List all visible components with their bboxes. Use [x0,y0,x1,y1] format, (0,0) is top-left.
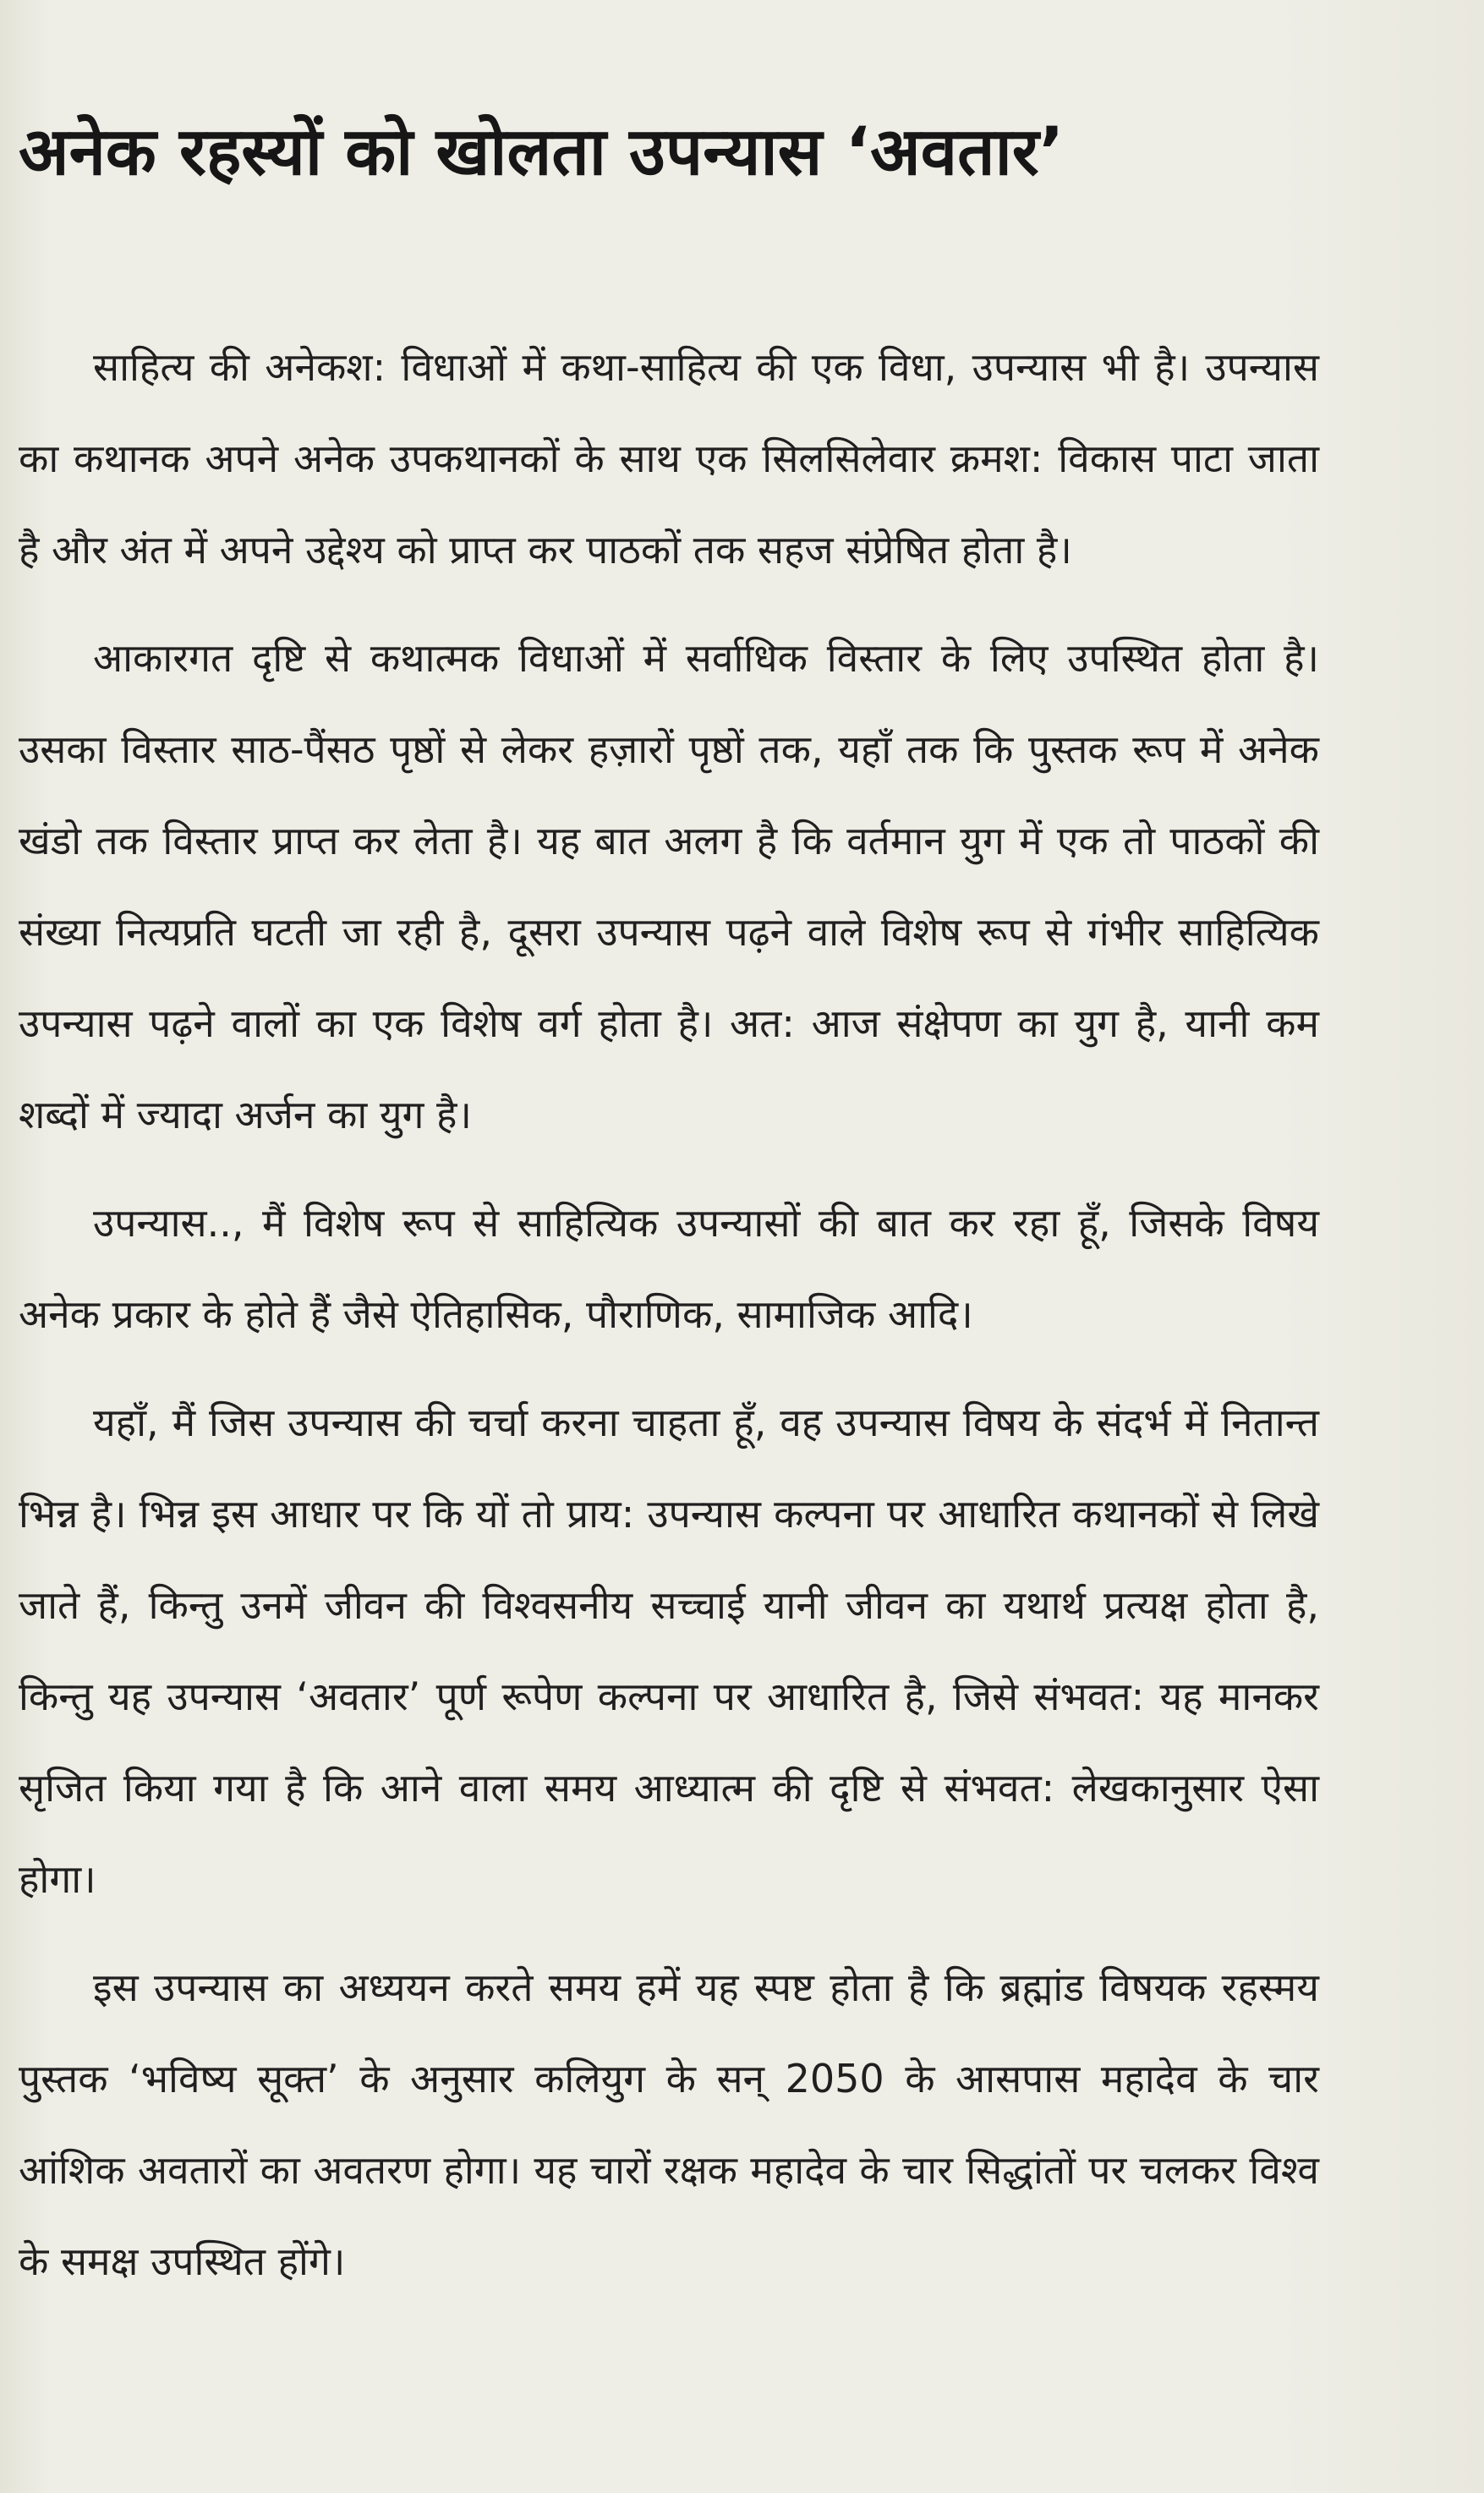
paragraph-1: साहित्य की अनेकश: विधाओं में कथा-साहित्य की एक विधा, उपन्यास भी है। उपन्यास का कथानक अपने अनेक उपकथानकों के साथ एक सिलसिलेवार क्रमश: विकास पाटा जाता है और अंत में अपने उद्देश्य को प्राप्त कर पाठकों तक सहज संप्रेषित होता है। [19,344,1319,573]
paragraph-2: आकारगत दृष्टि से कथात्मक विधाओं में सर्वाधिक विस्तार के लिए उपस्थित होता है। उसका विस्तार साठ-पैंसठ पृष्ठों से लेकर हज़ारों पृष्ठों तक, यहाँ तक कि पुस्तक रूप में अनेक खंडो तक विस्तार प्राप्त कर लेता है। यह बात अलग है कि वर्तमान युग में एक तो पाठकों की संख्या नित्यप्रति घटती जा रही है, दूसरा उपन्यास पढ़ने वाले विशेष रूप से गंभीर साहित्यिक उपन्यास पढ़ने वालों का एक विशेष वर्ग होता है। अत: आज संक्षेपण का युग है, यानी कम शब्दों में ज्यादा अर्जन का युग है। [19,635,1319,1137]
chapter-title: अनेक रहस्यों को खोलता उपन्यास ‘अवतार’ [19,114,1065,190]
paragraph-4: यहाँ, मैं जिस उपन्यास की चर्चा करना चाहता हूँ, वह उपन्यास विषय के संदर्भ में नितान्त भिन्न है। भिन्न इस आधार पर कि यों तो प्राय: उपन्यास कल्पना पर आधारित कथानकों से लिखे जाते हैं, किन्तु उनमें जीवन की विश्वसनीय सच्चाई यानी जीवन का यथार्थ प्रत्यक्ष होता है, किन्तु यह उपन्यास ‘अवतार’ पूर्ण रूपेण कल्पना पर आधारित है, जिसे संभवत: यह मानकर सृजित किया गया है कि आने वाला समय आध्यात्म की दृष्टि से संभवत: लेखकानुसार ऐसा होगा। [19,1400,1319,1902]
body-text [19,321,1319,2307]
paragraph-3: उपन्यास.., मैं विशेष रूप से साहित्यिक उपन्यासों की बात कर रहा हूँ, जिसके विषय अनेक प्रकार के होते हैं जैसे ऐतिहासिक, पौराणिक, सामाजिक आदि। [19,1200,1319,1337]
paragraph-5: इस उपन्यास का अध्ययन करते समय हमें यह स्पष्ट होता है कि ब्रह्मांड विषयक रहस्मय पुस्तक ‘भविष्य सूक्त’ के अनुसार कलियुग के सन् 2050 के आसपास महादेव के चार आंशिक अवतारों का अवतरण होगा। यह चारों रक्षक महादेव के चार सिद्धांतों पर चलकर विश्व के समक्ष उपस्थित होंगे। [19,1964,1319,2284]
